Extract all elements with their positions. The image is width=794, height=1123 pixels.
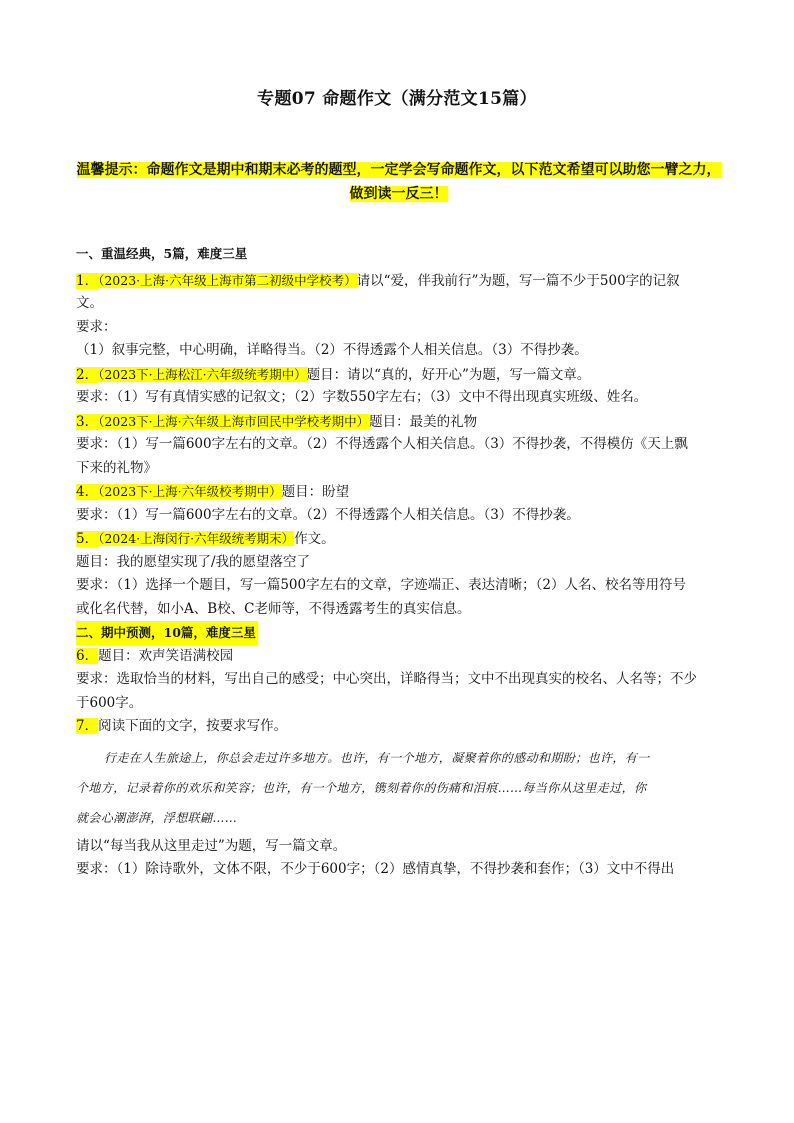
document-body (76, 242, 721, 882)
question-2-requirements: 要求：（1）写有真情实感的记叙文；（2）字数550字左右；（3）文中不得出现真实班级、姓名。 (76, 389, 648, 405)
question-5-prompt: 作文。 (294, 531, 335, 547)
question-1-line (76, 269, 721, 293)
page-title: 专题07 命题作文（满分范文15篇） (257, 89, 537, 109)
question-7-line (76, 715, 721, 739)
question-5-source: （2024·上海闵行·六年级统考期末） (98, 531, 295, 546)
question-4-number: 4． (76, 484, 99, 500)
question-3-source: （2023下·上海·六年级上海市回民中学校考期中） (98, 413, 370, 429)
tip-banner (76, 158, 721, 206)
question-1-source: （2023·上海·六年级上海市第二初级中学校考） (98, 272, 357, 288)
question-6-number: 6． (76, 647, 99, 664)
question-2-number: 2． (76, 366, 99, 383)
question-3-number: 3． (76, 413, 99, 430)
question-4-requirements: 要求：（1）写一篇600字左右的文章。（2）不得透露个人相关信息。（3）不得抄袭。 (76, 506, 580, 523)
question-7-quote-line-3: 就会心潮澎湃，浮想联翩…… (76, 810, 238, 825)
question-7-number: 7． (76, 718, 99, 734)
question-7-quote-line-2: 个地方，记录着你的欢乐和笑容；也许，有一个地方，镌刻着你的伤痛和泪痕……每当你从这里走过，你 (76, 780, 647, 795)
question-3-requirements-cont: 下来的礼物》 (76, 459, 157, 476)
question-2-source: （2023下·上海松江·六年级统考期中） (98, 366, 307, 382)
question-7-requirements: 要求：（1）除诗歌外，文体不限，不少于600字；（2）感情真挚，不得抄袭和套作；（3）文中不得出 (76, 861, 675, 877)
question-4-prompt: 题目：盼望 (281, 484, 350, 500)
question-5-topic: 题目：我的愿望实现了/我的愿望落空了 (76, 553, 311, 570)
section-heading-1: 一、重温经典，5篇，难度三星 (76, 246, 248, 261)
question-1-prompt-cont: 文。 (76, 295, 103, 311)
question-6-line (76, 645, 721, 669)
question-7-quote (76, 743, 721, 833)
question-1-number: 1． (76, 272, 99, 289)
question-6-requirements-cont: 于600字。 (76, 694, 143, 711)
question-6-requirements: 要求：选取恰当的材料，写出自己的感受；中心突出，详略得当；文中不出现真实的校名、人名等；不少 (76, 671, 697, 687)
question-4-line (76, 480, 721, 504)
question-1-req-label: 要求： (76, 318, 117, 335)
question-1-prompt: 请以“爱，伴我前行”为题，写一篇不少于500字的记叙 (356, 272, 680, 289)
question-5-requirements-cont: 或化名代替，如小A、B校、C老师等，不得透露考生的真实信息。 (76, 600, 471, 617)
question-3-line (76, 410, 721, 434)
question-5-number: 5． (76, 531, 99, 547)
question-3-prompt: 题目：最美的礼物 (369, 413, 478, 430)
question-1-requirements: （1）叙事完整，中心明确，详略得当。（2）不得透露个人相关信息。（3）不得抄袭。 (76, 342, 588, 358)
question-4-source: （2023下·上海·六年级校考期中） (98, 484, 282, 499)
question-2-prompt: 题目：请以“真的，好开心”为题，写一篇文章。 (306, 366, 591, 383)
section-heading-2: 二、期中预测，10篇，难度三星 (76, 621, 258, 645)
question-7-quote-line-1: 行走在人生旅途上，你总会走过许多地方。也许，有一个地方，凝聚着你的感动和期盼；也许，有一 (104, 750, 650, 765)
question-5-line (76, 527, 721, 551)
question-7-prompt: 阅读下面的文字，按要求写作。 (98, 718, 288, 734)
question-6-prompt: 题目：欢声笑语满校园 (98, 647, 234, 664)
question-2-line (76, 363, 721, 387)
tip-text: 温馨提示：命题作文是期中和期末必考的题型，一定学会写命题作文，以下范文希望可以助您一臂之力，做到读一反三！ (76, 162, 721, 202)
question-3-requirements: 要求：（1）写一篇600字左右的文章。（2）不得透露个人相关信息。（3）不得抄袭，不得模仿《天上飘 (76, 436, 688, 452)
question-5-requirements: 要求：（1）选择一个题目，写一篇500字左右的文章，字迹端正、表达清晰；（2）人名、校名等用符号 (76, 577, 686, 593)
section-heading-2-row (76, 621, 721, 645)
question-7-task: 请以“每当我从这里走过”为题，写一篇文章。 (76, 837, 347, 854)
